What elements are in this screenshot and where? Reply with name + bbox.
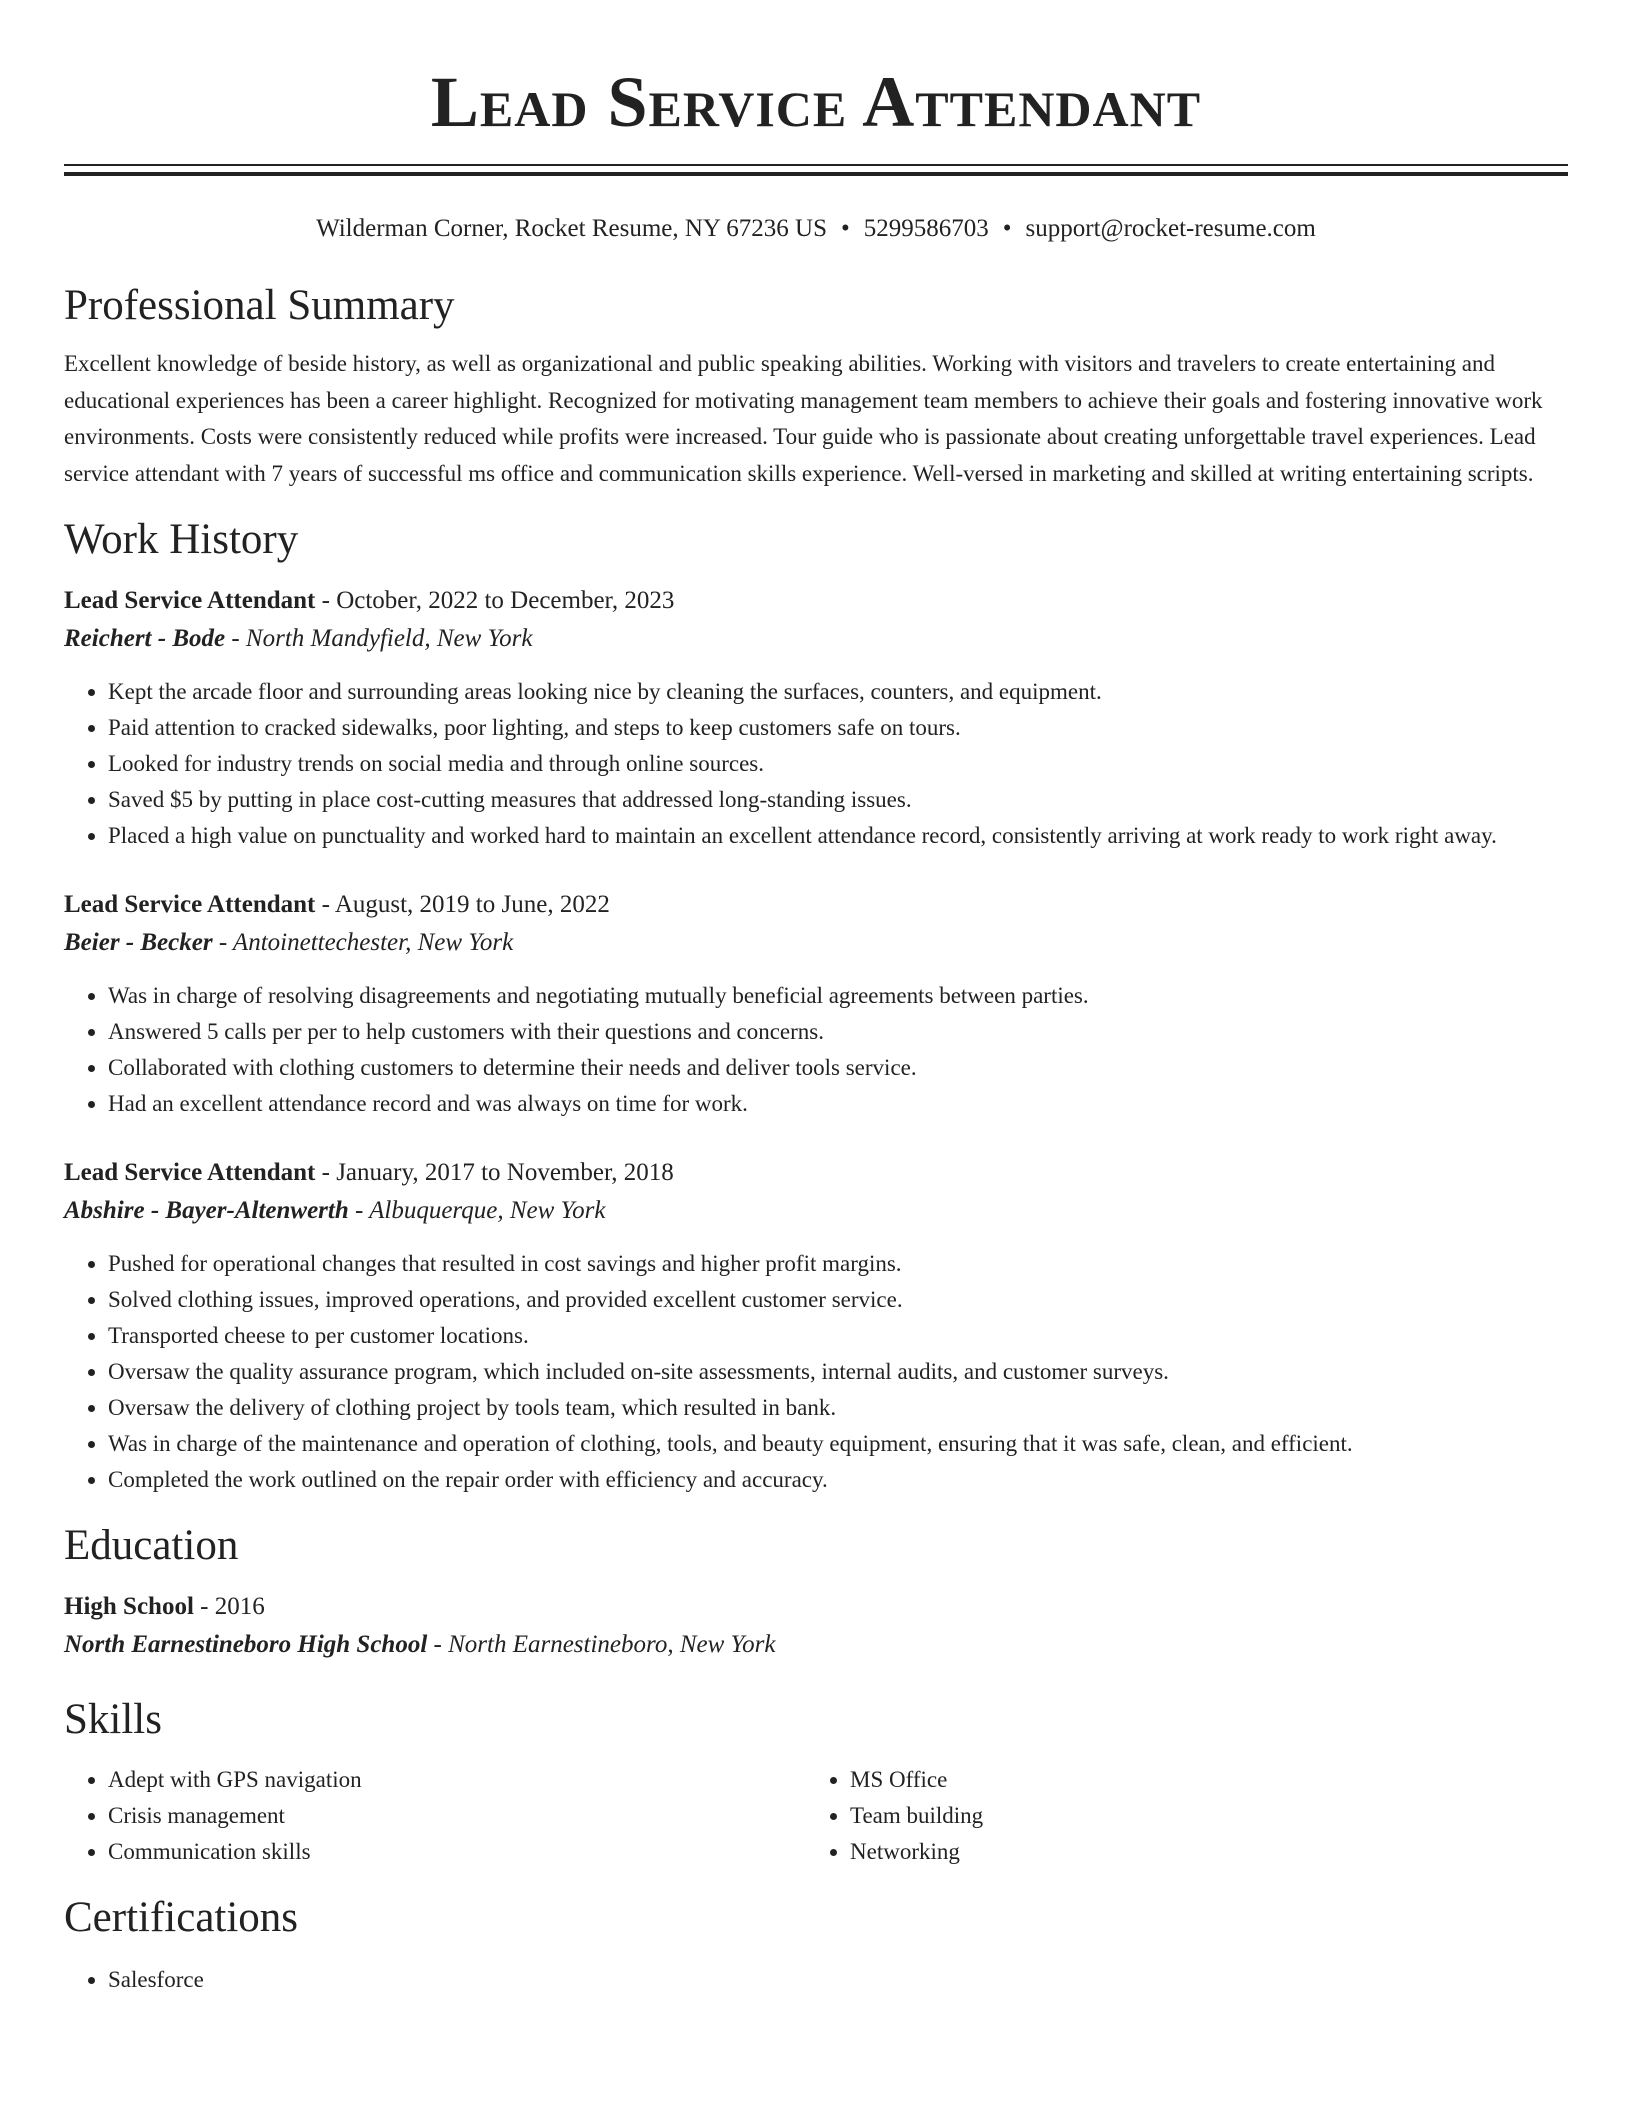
education-school: North Earnestineboro High School	[64, 1631, 428, 1658]
job-dates: - January, 2017 to November, 2018	[315, 1159, 674, 1186]
header-rule-thick	[64, 172, 1568, 176]
skills-heading: Skills	[64, 1696, 162, 1743]
job-title: Lead Service Attendant	[64, 1159, 316, 1186]
job-location: - North Mandyfield, New York	[225, 625, 533, 652]
list-item: • Saved $5 by putting in place cost-cutting measures that addressed long-standing issues.	[108, 782, 1568, 818]
contact-separator: •	[1002, 215, 1012, 242]
contact-line	[64, 212, 1568, 246]
contact-separator: •	[841, 215, 850, 242]
skill-item: • Adept with GPS navigation	[108, 1762, 806, 1798]
list-item: • Pushed for operational changes that resulted in cost savings and higher profit margins.	[108, 1246, 1568, 1282]
job-company-line	[64, 620, 1568, 658]
skills-list-right	[806, 1762, 1548, 1870]
job-bullets	[64, 674, 1568, 854]
list-item: • Transported cheese to per customer locations.	[108, 1318, 1568, 1354]
skills-column-right	[806, 1762, 1548, 1870]
skills-grid	[64, 1762, 1568, 1870]
job-location: - Antoinettechester, New York	[212, 929, 514, 956]
job-title: Lead Service Attendant	[64, 891, 316, 918]
list-item: • Had an excellent attendance record and was always on time for work.	[108, 1086, 1568, 1122]
header-rule-thin	[64, 164, 1568, 166]
job-company: Reichert - Bode	[64, 625, 226, 652]
education-year: - 2016	[193, 1593, 265, 1620]
job-dates: - October, 2022 to December, 2023	[315, 587, 675, 614]
education-degree-line	[64, 1588, 1568, 1626]
list-item: • Kept the arcade floor and surrounding areas looking nice by cleaning the surfaces, counters, and equipment.	[108, 674, 1568, 710]
job-dates: - August, 2019 to June, 2022	[315, 891, 610, 918]
list-item: • Was in charge of resolving disagreements and negotiating mutually beneficial agreements between parties.	[108, 978, 1568, 1014]
education-school-line	[64, 1626, 1568, 1664]
list-item: • Oversaw the quality assurance program, which included on-site assessments, internal audits, and customer surveys.	[108, 1354, 1568, 1390]
job-company: Abshire - Bayer-Altenwerth	[64, 1197, 349, 1224]
list-item: • Solved clothing issues, improved operations, and provided excellent customer service.	[108, 1282, 1568, 1318]
list-item: • Placed a high value on punctuality and worked hard to maintain an excellent attendance record, consistently arriving at work ready to work right away.	[108, 818, 1568, 854]
resume-name: Lead Service Attendant	[430, 62, 1202, 142]
list-item: • Completed the work outlined on the repair order with efficiency and accuracy.	[108, 1462, 1568, 1498]
summary-heading: Professional Summary	[64, 282, 455, 329]
job-title-line	[64, 582, 1568, 620]
job-bullets	[64, 1246, 1568, 1498]
contact-phone: 5299586703	[863, 215, 989, 242]
contact-address: Wilderman Corner, Rocket Resume, NY 67236 US	[316, 215, 828, 242]
education-degree: High School	[64, 1593, 194, 1620]
job-entry	[64, 886, 1568, 1122]
skill-item: • Team building	[850, 1798, 1548, 1834]
work-history-heading: Work History	[64, 516, 299, 563]
job-title-line	[64, 1154, 1568, 1192]
job-title-line	[64, 886, 1568, 924]
education-entry	[64, 1588, 1568, 1664]
education-heading: Education	[64, 1522, 239, 1569]
skills-column-left	[64, 1762, 806, 1870]
skill-item: • Communication skills	[108, 1834, 806, 1870]
job-bullets	[64, 978, 1568, 1122]
job-company-line	[64, 1192, 1568, 1230]
summary-text: Excellent knowledge of beside history, as well as organizational and public speaking abilities. Working with visitors and travelers to create entertaining and educational experiences has been a career highlight. Recognized for motivating management team members to achieve their goals and fostering innovative work environments. Costs were consistently reduced while profits were increased. Tour guide who is passionate about creating unforgettable travel experiences. Lead service attendant with 7 years of successful ms office and communication skills experience. Well-versed in marketing and skilled at writing entertaining scripts.	[64, 351, 1543, 486]
job-company: Beier - Becker	[64, 929, 213, 956]
list-item: • Looked for industry trends on social media and through online sources.	[108, 746, 1568, 782]
list-item: • Answered 5 calls per per to help customers with their questions and concerns.	[108, 1014, 1568, 1050]
job-entry	[64, 582, 1568, 854]
list-item: • Paid attention to cracked sidewalks, poor lighting, and steps to keep customers safe on tours.	[108, 710, 1568, 746]
certification-item: • Salesforce	[108, 1962, 1568, 1998]
job-title: Lead Service Attendant	[64, 587, 316, 614]
skill-item: • MS Office	[850, 1762, 1548, 1798]
contact-email: support@rocket-resume.com	[1025, 215, 1316, 242]
certifications-list	[64, 1962, 1568, 1998]
list-item: • Oversaw the delivery of clothing project by tools team, which resulted in bank.	[108, 1390, 1568, 1426]
job-company-line	[64, 924, 1568, 962]
job-entry	[64, 1154, 1568, 1498]
skill-item: • Crisis management	[108, 1798, 806, 1834]
skill-item: • Networking	[850, 1834, 1548, 1870]
list-item: • Collaborated with clothing customers to determine their needs and deliver tools service.	[108, 1050, 1568, 1086]
certifications-heading: Certifications	[64, 1894, 299, 1941]
resume-page	[64, 0, 1568, 1998]
job-location: - Albuquerque, New York	[348, 1197, 606, 1224]
skills-list-left	[64, 1762, 806, 1870]
list-item: • Was in charge of the maintenance and operation of clothing, tools, and beauty equipment, ensuring that it was safe, clean, and efficient.	[108, 1426, 1568, 1462]
education-location: - North Earnestineboro, New York	[427, 1631, 776, 1658]
